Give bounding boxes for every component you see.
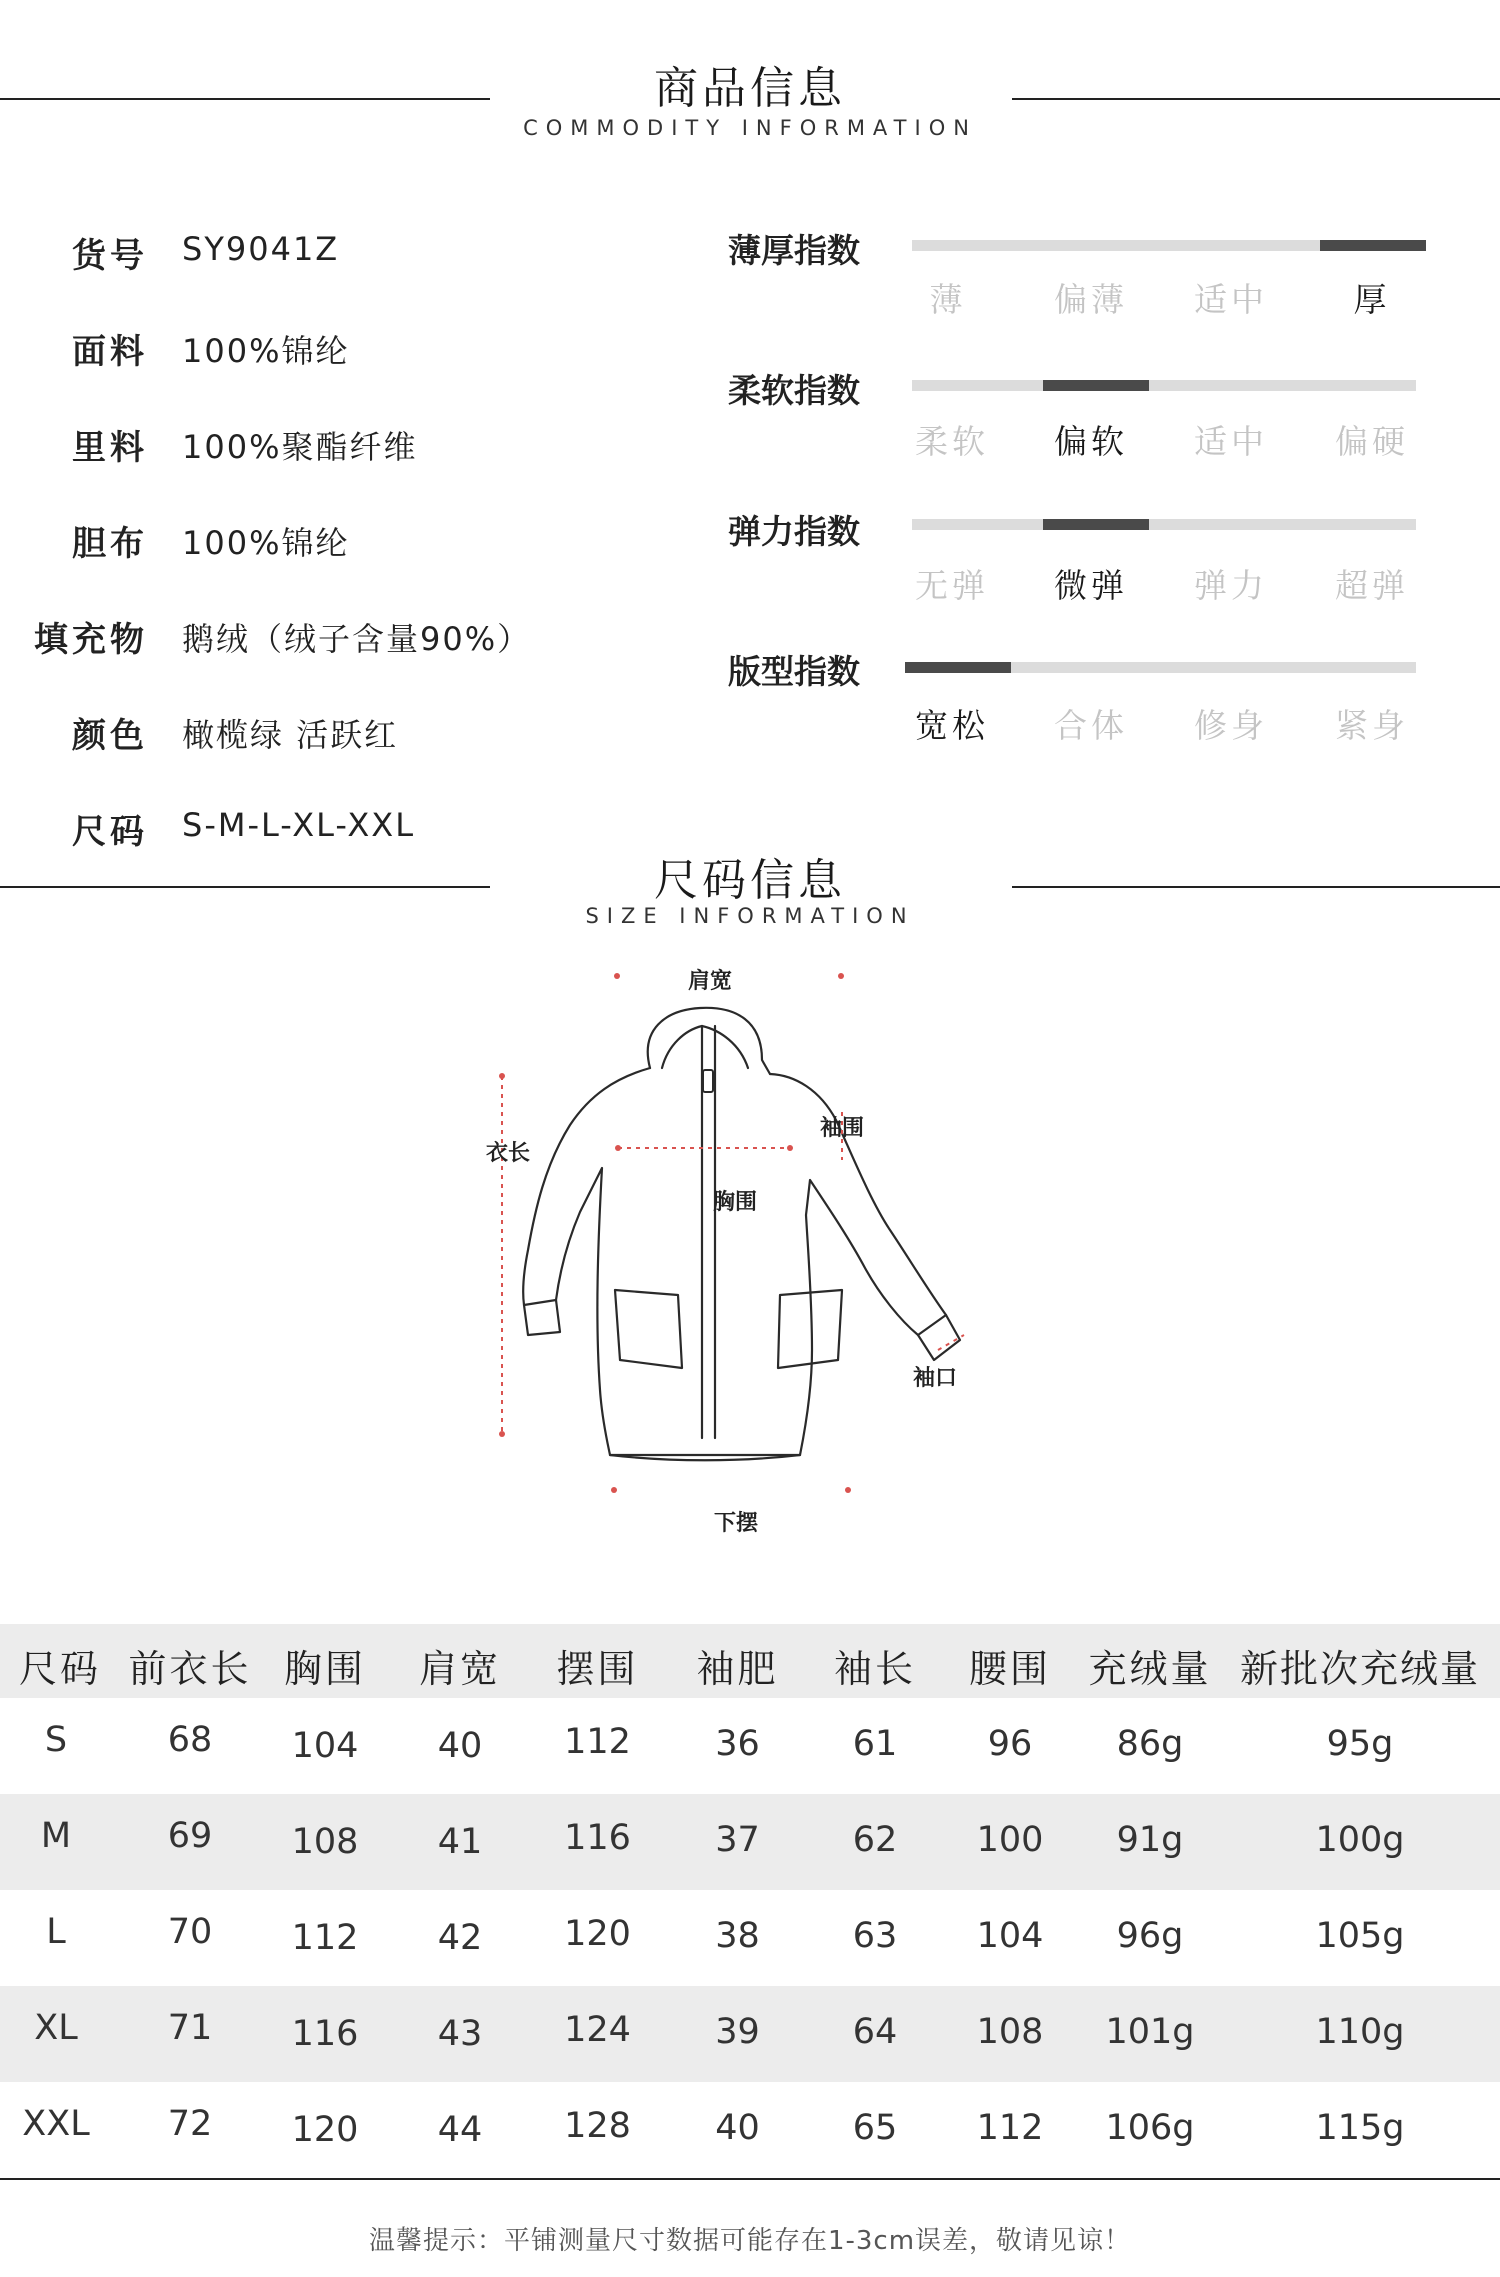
size-title: 尺码信息 bbox=[654, 855, 846, 906]
chest-point-right bbox=[787, 1145, 793, 1151]
spec-label: 胆布 bbox=[72, 524, 148, 564]
table-cell: 112 bbox=[291, 1918, 359, 1958]
size-cell: S bbox=[44, 1720, 68, 1760]
hood-inner bbox=[662, 1026, 748, 1068]
index-option: 无弹 bbox=[915, 566, 989, 605]
index-track bbox=[912, 519, 1416, 530]
table-cell: 124 bbox=[564, 2010, 631, 2050]
index-option: 偏硬 bbox=[1335, 422, 1409, 461]
table-cell: 115g bbox=[1315, 2108, 1405, 2148]
spec-value: 100%聚酯纤维 bbox=[182, 428, 418, 466]
table-cell: 120 bbox=[291, 2110, 359, 2150]
table-cell: 39 bbox=[715, 2012, 760, 2052]
table-cell: 70 bbox=[167, 1912, 213, 1952]
table-bottom-rule bbox=[0, 2178, 1500, 2180]
table-cell: 112 bbox=[976, 2108, 1044, 2148]
label-cuff: 袖口 bbox=[912, 1366, 958, 1391]
index-indicator bbox=[905, 662, 1011, 673]
index-option: 紧身 bbox=[1335, 706, 1409, 745]
spec-label: 面料 bbox=[72, 332, 148, 372]
hem-point-right bbox=[845, 1487, 851, 1493]
commodity-title: 商品信息 bbox=[654, 63, 846, 114]
table-cell: 44 bbox=[437, 2110, 483, 2150]
header-cell: 袖肥 bbox=[696, 1647, 779, 1691]
index-title: 弹力指数 bbox=[728, 512, 860, 551]
header-cell: 腰围 bbox=[968, 1647, 1051, 1691]
index-indicator bbox=[1043, 519, 1149, 530]
table-cell: 106g bbox=[1105, 2108, 1195, 2148]
table-row bbox=[0, 1794, 1500, 1890]
spec-label: 里料 bbox=[72, 428, 148, 468]
table-row bbox=[0, 1890, 1500, 1986]
index-indicator bbox=[1320, 240, 1426, 251]
commodity-subtitle: COMMODITY INFORMATION bbox=[523, 116, 977, 140]
index-title: 版型指数 bbox=[728, 652, 860, 691]
size-cell: XL bbox=[34, 2008, 78, 2048]
table-cell: 91g bbox=[1116, 1820, 1184, 1860]
footer-note: 温馨提示：平铺测量尺寸数据可能存在1-3cm误差，敬请见谅！ bbox=[368, 2226, 1132, 2256]
spec-value: 100%锦纶 bbox=[182, 332, 350, 370]
table-cell: 43 bbox=[437, 2014, 483, 2054]
table-cell: 63 bbox=[852, 1916, 898, 1956]
body-outline bbox=[523, 1068, 946, 1460]
table-row bbox=[0, 2082, 1500, 2178]
header-cell: 尺码 bbox=[18, 1647, 101, 1691]
hood-outline bbox=[648, 1008, 770, 1074]
table-cell: 116 bbox=[564, 1818, 631, 1858]
table-cell: 120 bbox=[564, 1914, 631, 1954]
table-cell: 116 bbox=[291, 2014, 359, 2054]
table-cell: 37 bbox=[715, 1820, 760, 1860]
shoulder-point-left bbox=[614, 973, 620, 979]
shoulder-point-right bbox=[838, 973, 844, 979]
index-option: 柔软 bbox=[915, 422, 989, 461]
size-subtitle: SIZE INFORMATION bbox=[585, 904, 915, 928]
spec-value: 鹅绒（绒子含量90%） bbox=[182, 620, 532, 658]
right-cuff bbox=[918, 1315, 960, 1360]
table-cell: 41 bbox=[437, 1822, 483, 1862]
table-cell: 95g bbox=[1326, 1724, 1394, 1764]
table-cell: 96g bbox=[1116, 1916, 1184, 1956]
table-cell: 100 bbox=[976, 1820, 1044, 1860]
spec-value: S-M-L-XL-XXL bbox=[182, 806, 416, 844]
size-cell: XXL bbox=[22, 2104, 90, 2144]
jacket-measurement-diagram bbox=[440, 950, 1040, 1550]
table-cell: 68 bbox=[167, 1720, 213, 1760]
table-cell: 112 bbox=[564, 1722, 631, 1762]
table-header-row bbox=[0, 1624, 1500, 1698]
label-sleeve: 袖围 bbox=[819, 1116, 865, 1141]
chest-point-left bbox=[615, 1145, 621, 1151]
spec-value: SY9041Z bbox=[182, 230, 340, 268]
table-cell: 38 bbox=[715, 1916, 760, 1956]
spec-value: 橄榄绿 活跃红 bbox=[182, 716, 399, 754]
length-point-top bbox=[499, 1073, 505, 1079]
table-cell: 105g bbox=[1315, 1916, 1405, 1956]
index-option: 适中 bbox=[1194, 422, 1268, 461]
label-chest: 胸围 bbox=[712, 1190, 758, 1215]
table-cell: 86g bbox=[1116, 1724, 1184, 1764]
length-point-bottom bbox=[499, 1431, 505, 1437]
table-cell: 104 bbox=[291, 1726, 359, 1766]
left-pocket bbox=[615, 1290, 682, 1368]
table-cell: 36 bbox=[715, 1724, 760, 1764]
spec-label: 货号 bbox=[72, 236, 148, 276]
table-cell: 96 bbox=[987, 1724, 1033, 1764]
table-cell: 62 bbox=[852, 1820, 898, 1860]
table-cell: 64 bbox=[852, 2012, 898, 2052]
index-option: 超弹 bbox=[1335, 566, 1409, 605]
table-cell: 71 bbox=[167, 2008, 213, 2048]
spec-value: 100%锦纶 bbox=[182, 524, 350, 562]
table-cell: 100g bbox=[1315, 1820, 1405, 1860]
table-cell: 110g bbox=[1315, 2012, 1405, 2052]
index-option-selected: 宽松 bbox=[915, 706, 989, 745]
table-row bbox=[0, 1986, 1500, 2082]
table-row bbox=[0, 1698, 1500, 1794]
spec-label: 颜色 bbox=[72, 716, 148, 756]
header-cell: 肩宽 bbox=[418, 1647, 501, 1691]
label-length: 衣长 bbox=[485, 1141, 531, 1166]
table-cell: 69 bbox=[167, 1816, 213, 1856]
index-title: 柔软指数 bbox=[728, 371, 860, 410]
table-cell: 108 bbox=[291, 1822, 359, 1862]
table-cell: 101g bbox=[1105, 2012, 1195, 2052]
index-option: 偏薄 bbox=[1054, 280, 1128, 319]
header-cell: 前衣长 bbox=[128, 1647, 252, 1691]
index-track bbox=[912, 240, 1426, 251]
index-option: 弹力 bbox=[1194, 566, 1268, 605]
header-cell: 胸围 bbox=[283, 1647, 366, 1691]
table-cell: 108 bbox=[976, 2012, 1044, 2052]
label-hem: 下摆 bbox=[713, 1511, 759, 1536]
index-option-selected: 微弹 bbox=[1054, 566, 1128, 605]
spec-label: 尺码 bbox=[72, 812, 148, 852]
label-shoulder: 肩宽 bbox=[687, 969, 733, 994]
index-option-selected: 厚 bbox=[1353, 280, 1391, 319]
spec-label: 填充物 bbox=[34, 620, 148, 660]
header-cell: 摆围 bbox=[556, 1647, 639, 1691]
index-option-selected: 偏软 bbox=[1054, 422, 1128, 461]
table-cell: 104 bbox=[976, 1916, 1044, 1956]
table-cell: 40 bbox=[715, 2108, 760, 2148]
header-cell: 袖长 bbox=[833, 1647, 916, 1691]
table-cell: 128 bbox=[564, 2106, 631, 2146]
table-cell: 61 bbox=[852, 1724, 898, 1764]
table-cell: 72 bbox=[167, 2104, 213, 2144]
index-track bbox=[905, 662, 1416, 673]
index-indicator bbox=[1043, 380, 1149, 391]
index-track bbox=[912, 380, 1416, 391]
index-option: 薄 bbox=[929, 280, 967, 319]
index-option: 修身 bbox=[1194, 706, 1268, 745]
index-title: 薄厚指数 bbox=[728, 231, 860, 270]
table-cell: 40 bbox=[437, 1726, 483, 1766]
table-cell: 65 bbox=[852, 2108, 898, 2148]
index-option: 合体 bbox=[1054, 706, 1128, 745]
header-cell: 充绒量 bbox=[1088, 1647, 1212, 1691]
table-cell: 42 bbox=[437, 1918, 483, 1958]
size-cell: L bbox=[46, 1912, 66, 1952]
header-cell: 新批次充绒量 bbox=[1239, 1647, 1480, 1691]
size-cell: M bbox=[40, 1816, 72, 1856]
hem-point-left bbox=[611, 1487, 617, 1493]
index-option: 适中 bbox=[1194, 280, 1268, 319]
zipper-pull-icon bbox=[703, 1070, 713, 1092]
